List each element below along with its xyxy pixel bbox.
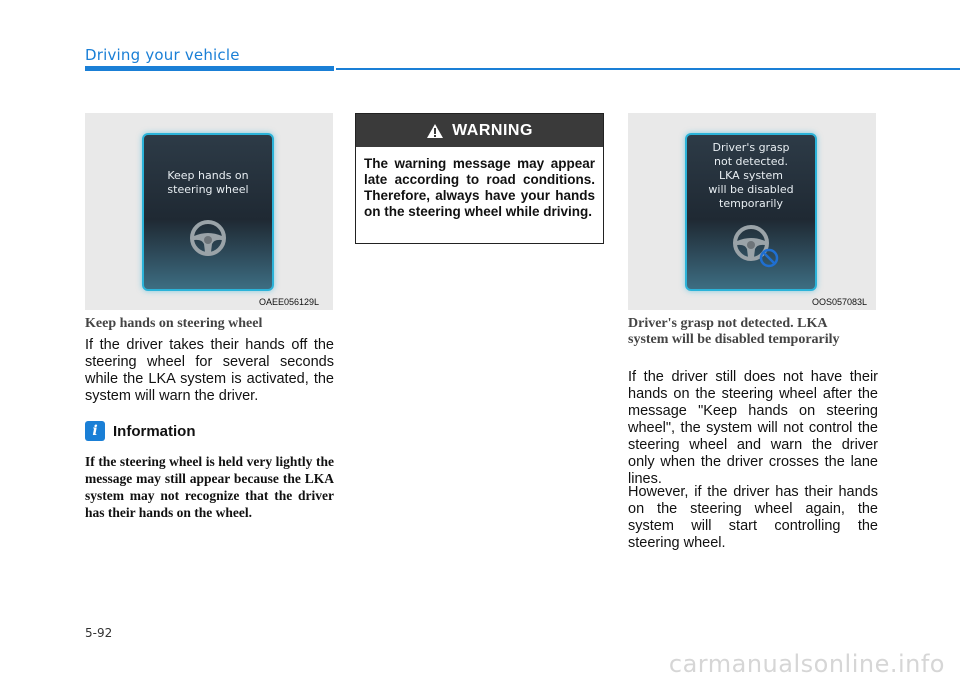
screen-message: Driver's grasp not detected. LKA system will be disabled temporarily [708,141,794,210]
screen-message: Keep hands on steering wheel [167,169,249,196]
warning-header [356,114,603,147]
steering-wheel-icon [188,218,228,258]
cluster-screen [142,133,274,291]
section-title: Driving your vehicle [85,46,240,64]
figure-keep-hands [85,113,333,310]
figure-caption: OOS057083L [812,297,868,307]
warning-title: WARNING [452,121,533,139]
figure-grasp-not-detected [628,113,876,310]
body-keep-hands: If the driver takes their hands off the steering wheel for several seconds while the LKA system is activated, the system will warn the driver. [85,337,334,404]
prohibited-icon [759,248,779,268]
heading-keep-hands: Keep hands on steering wheel [85,316,263,331]
info-label: Information [113,422,196,440]
figure-caption: OAEE056129L [259,297,320,307]
heading-grasp-not-detected: Driver's grasp not detected. LKA system will be disabled temporarily [628,316,840,347]
cluster-screen [685,133,817,291]
section-rule-thick [85,66,334,71]
info-text: If the steering wheel is held very lightly the message may still appear because the LKA system may not recognize that the driver has their hands on the wheel. [85,454,334,520]
section-rule-thin [336,68,960,70]
body-grasp-1: If the driver still does not have their hands on the steering wheel after the message "Keep hands on steering wheel", the system will not control the steering wheel and warn the driver only when the driver crosses the lane lines. [628,369,878,487]
page-number: 5-92 [85,626,113,640]
info-icon: i [85,421,105,441]
watermark: carmanualsonline.info [668,650,945,678]
info-title [85,421,196,441]
warning-box [355,113,604,244]
warning-text: The warning message may appear late according to road conditions. Therefore, always have your hands on the steering wheel while driving. [364,156,595,219]
warning-triangle-icon [426,123,444,139]
body-grasp-2: However, if the driver has their hands on the steering wheel again, the system will start controlling the steering wheel. [628,484,878,551]
